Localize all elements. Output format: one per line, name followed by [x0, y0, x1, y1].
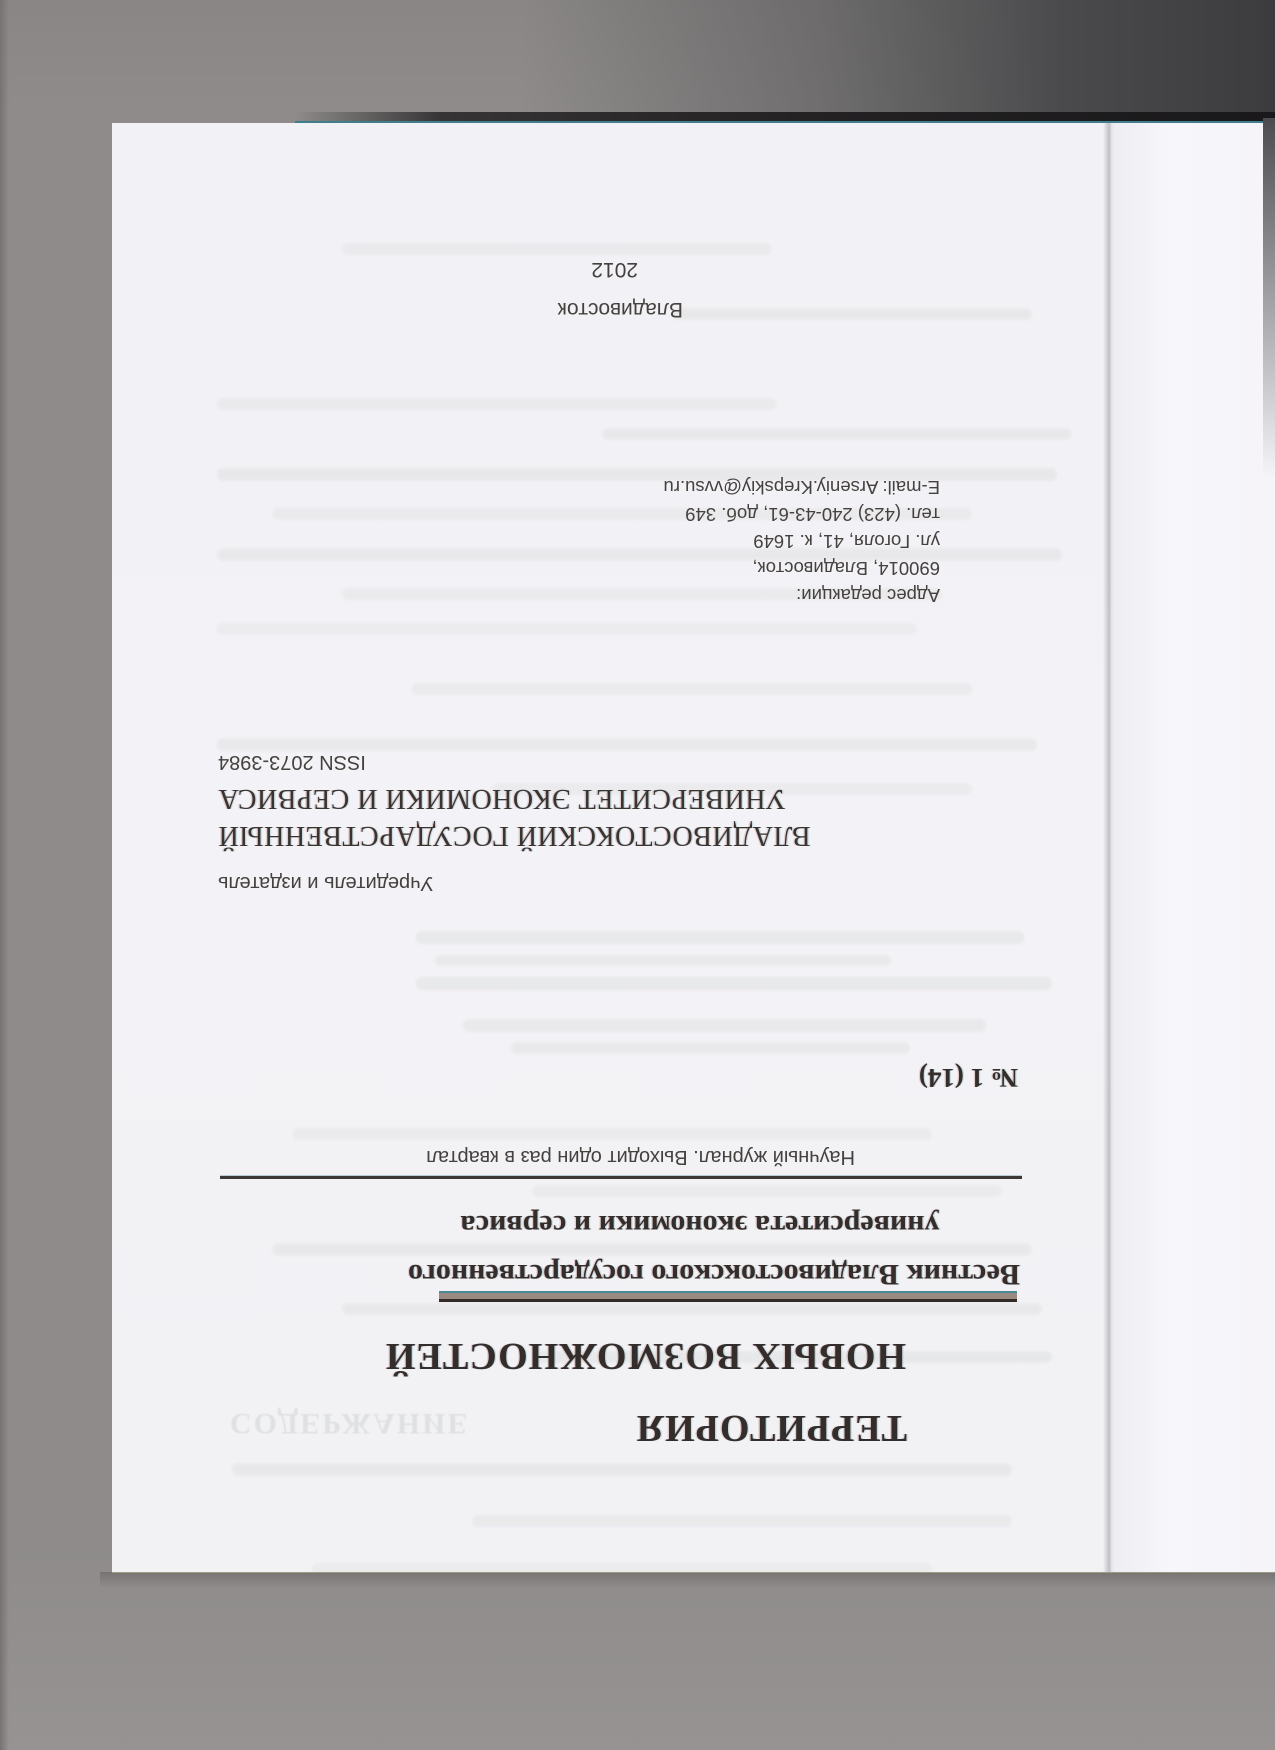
bleed-through-word: СОДЕРЖАНИЕ [230, 1407, 470, 1440]
address-line: 690014, Владивосток, [752, 558, 940, 579]
scan-right-edge-shadow [1263, 118, 1275, 478]
editorial-address-block [664, 474, 940, 609]
journal-subtitle-line1: Вестник Владивостокского государственного [408, 1258, 1020, 1291]
journal-title-line1: ТЕРРИТОРИЯ [635, 1407, 907, 1449]
page-bottom-shadow [100, 1572, 1275, 1588]
adjacent-page-edge [1112, 123, 1275, 1573]
issue-number: № 1 (14) [918, 1063, 1018, 1093]
founder-label: Учредитель и издатель [218, 872, 434, 894]
address-line: E-mail: Arseniy.Krepskiy@vvsu.ru [663, 477, 940, 498]
address-line: тел. (423) 240-43-61, доб. 349 [685, 504, 940, 525]
journal-subtitle-line2: университета экономики и сервиса [460, 1209, 940, 1242]
double-rule [439, 1291, 1017, 1302]
scanned-page [112, 123, 1112, 1573]
founder-name-line1: ВЛАДИВОСТОКСКИЙ ГОСУДАРСТВЕННЫЙ [218, 820, 811, 851]
journal-type-note: Научный журнал. Выходит один раз в квартал [426, 1146, 855, 1168]
founder-name-line2: УНИВЕРСИТЕТ ЭКОНОМИКИ И СЕРВИСА [218, 783, 786, 814]
thin-rule [220, 1176, 1022, 1179]
address-line: ул. Гоголя, 41, к. 1649 [753, 531, 940, 552]
publication-city: Владивосток [557, 298, 683, 321]
address-label: Адрес редакции: [796, 585, 940, 606]
scanner-lid-shadow [520, 0, 1275, 121]
printed-content-rotated-180 [112, 123, 1112, 1572]
page-top-edge-shadow [295, 112, 1275, 123]
page-fold-line [1103, 123, 1115, 1572]
journal-title-line2: НОВЫХ ВОЗМОЖНОСТЕЙ [385, 1335, 906, 1377]
publication-year: 2012 [591, 258, 638, 281]
issn-number: ISSN 2073-3984 [218, 751, 366, 773]
scanner-edge-strip [0, 0, 9, 1750]
imprint-block [218, 750, 858, 894]
